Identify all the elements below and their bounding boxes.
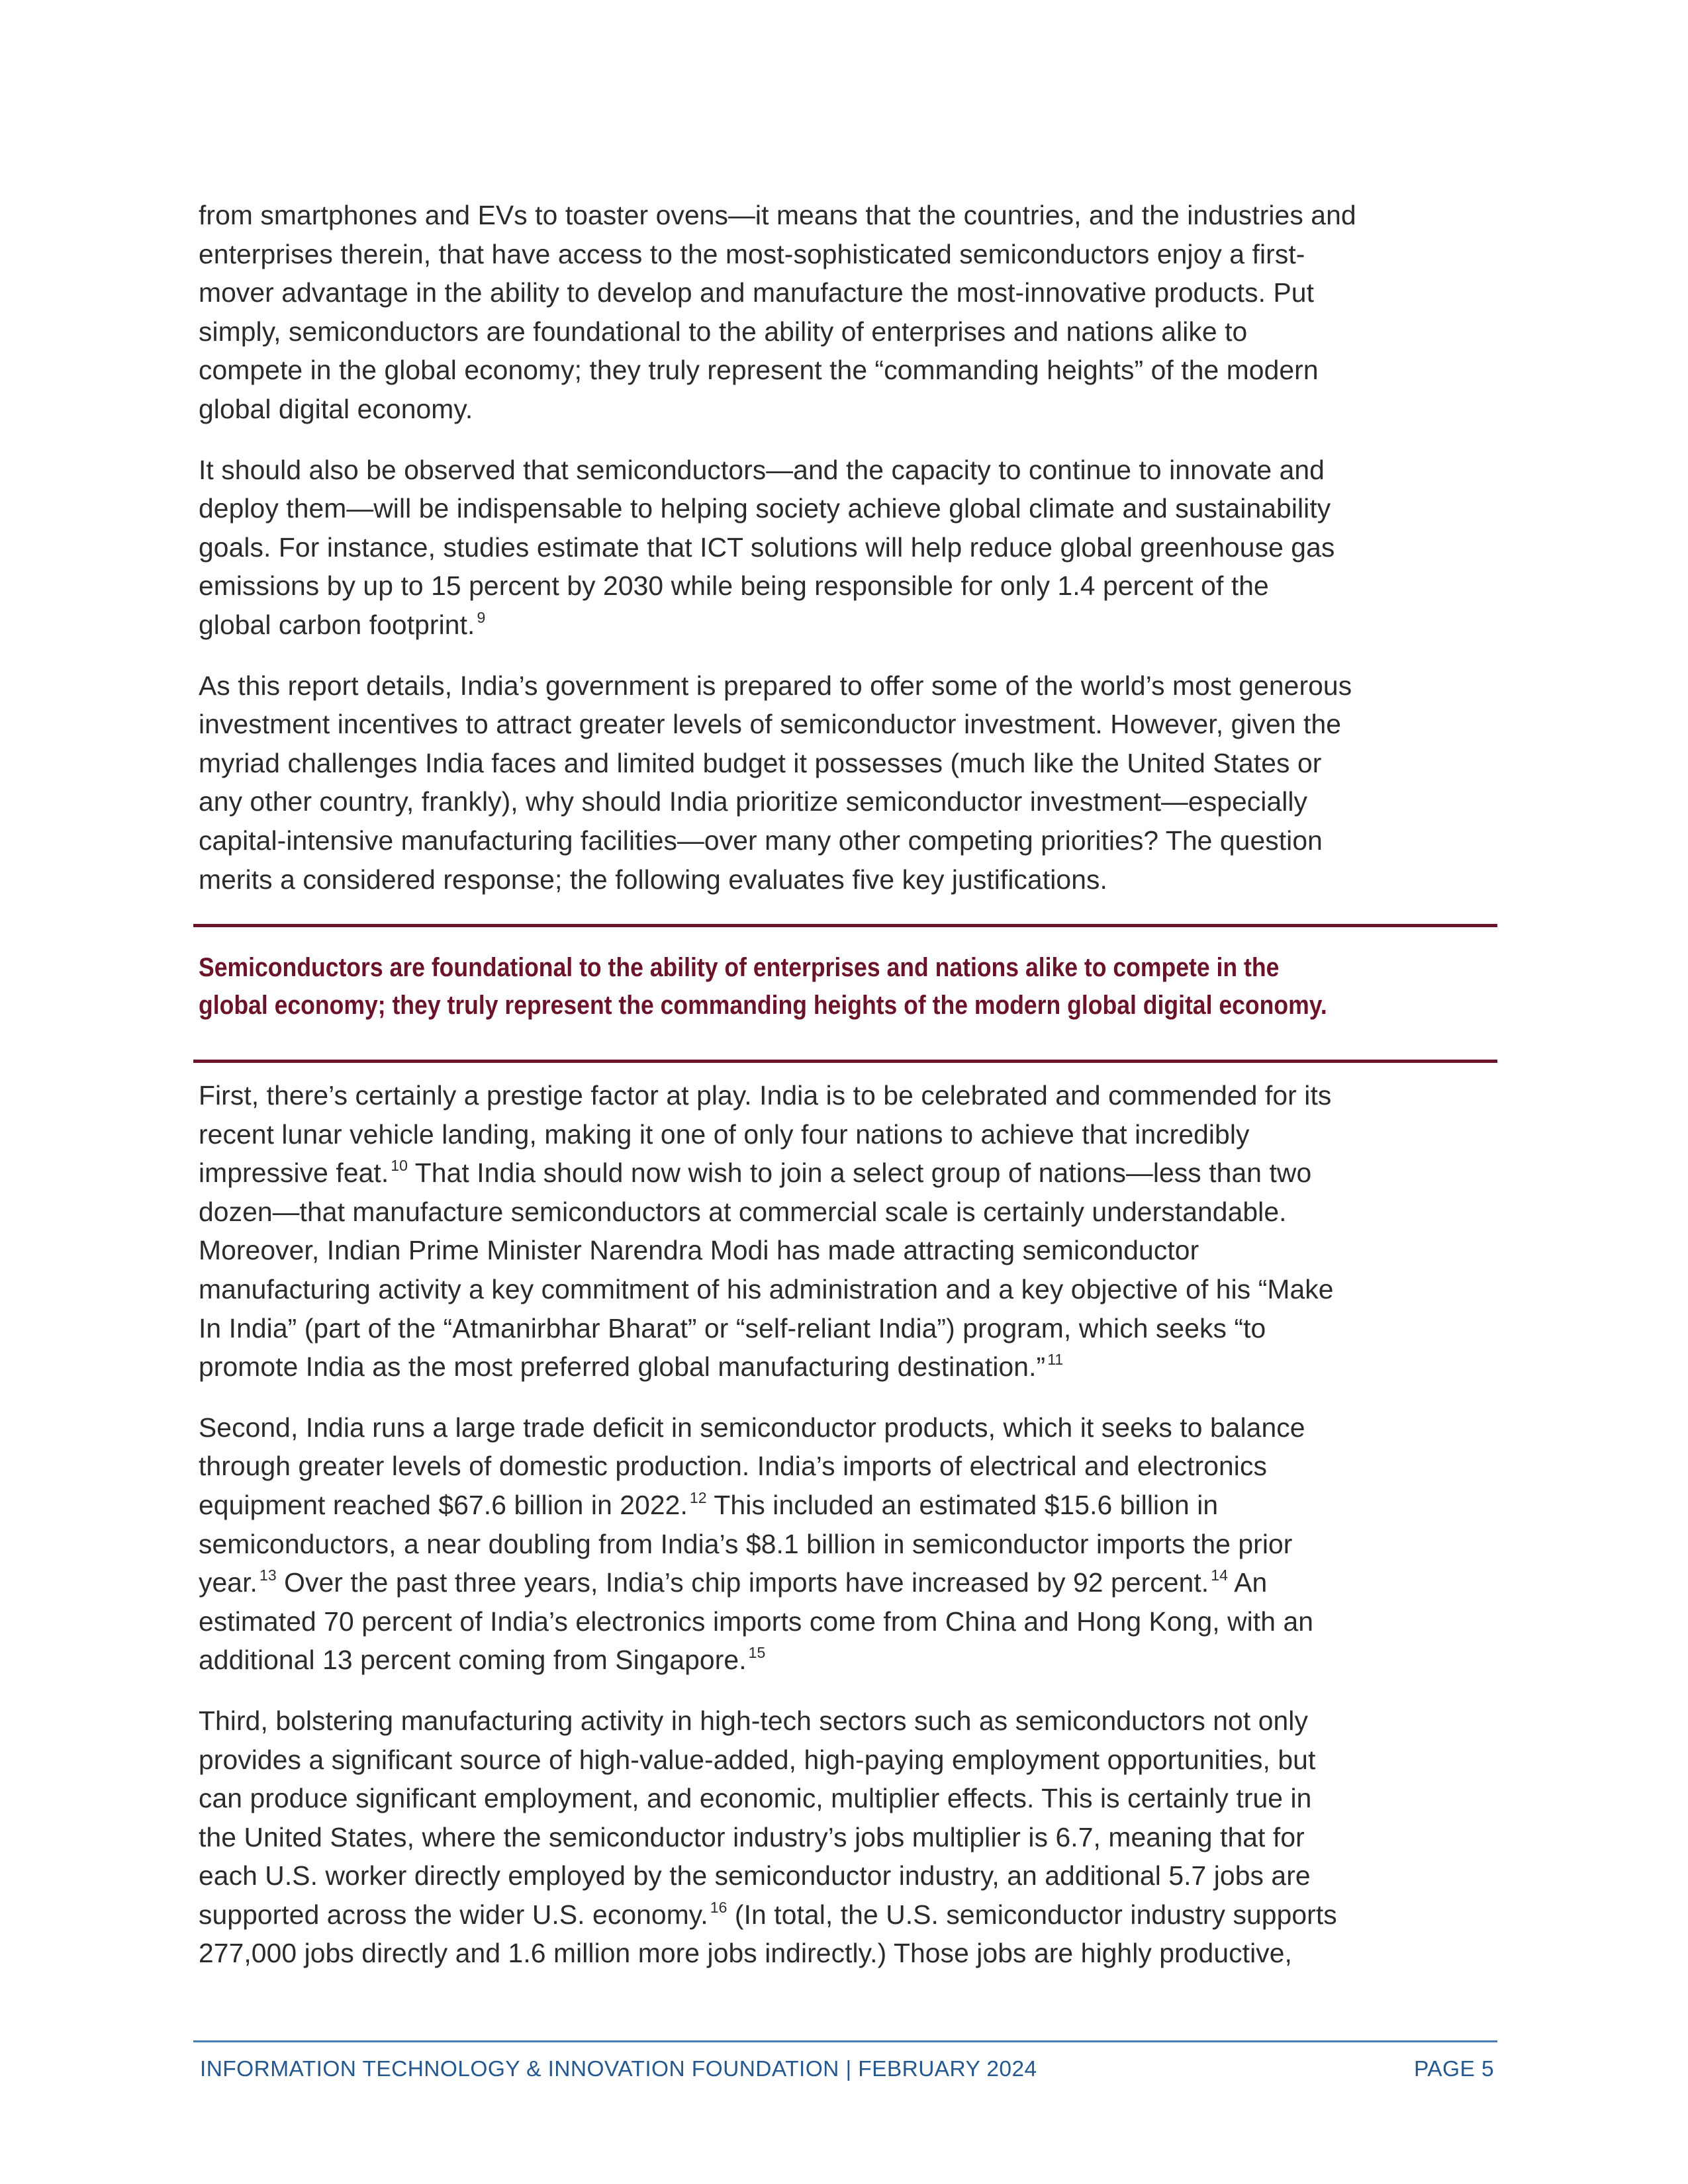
text-line: enterprises therein, that have access to the most-sophisticated semiconductors enjoy a first- xyxy=(199,238,1305,269)
paragraph-2 xyxy=(199,451,1497,645)
text-fragment: supported across the wider U.S. economy. xyxy=(199,1899,708,1930)
text-line: through greater levels of domestic production. India’s imports of electrical and electronics xyxy=(199,1451,1267,1482)
text-line: estimated 70 percent of India’s electronics imports come from China and Hong Kong, with an xyxy=(199,1606,1314,1637)
pull-quote xyxy=(193,924,1497,1063)
text-line: First, there’s certainly a prestige factor at play. India is to be celebrated and commended for its xyxy=(199,1080,1332,1111)
text-fragment: An xyxy=(1228,1567,1268,1598)
text-line: provides a significant source of high-value-added, high-paying employment opportunities, but xyxy=(199,1744,1316,1775)
footnote-ref-9[interactable]: 9 xyxy=(477,608,486,626)
text-line: emissions by up to 15 percent by 2030 while being responsible for only 1.4 percent of the xyxy=(199,570,1269,602)
footer-divider xyxy=(193,2040,1497,2042)
text-line: Second, India runs a large trade deficit in semiconductor products, which it seeks to balance xyxy=(199,1412,1305,1443)
text-line: myriad challenges India faces and limited budget it possesses (much like the United States or xyxy=(199,747,1322,778)
footer-publisher: INFORMATION TECHNOLOGY & INNOVATION FOUNDATION | FEBRUARY 2024 xyxy=(200,2057,1037,2081)
text-line: goals. For instance, studies estimate that ICT solutions will help reduce global greenhouse gas xyxy=(199,531,1335,563)
text-line xyxy=(199,1154,1497,1193)
text-line: from smartphones and EVs to toaster ovens—it means that the countries, and the industries and xyxy=(199,200,1356,230)
footnote-ref-12[interactable]: 12 xyxy=(689,1488,707,1506)
text-line xyxy=(199,1641,1497,1680)
paragraph-5 xyxy=(199,1408,1497,1680)
text-fragment: global carbon footprint. xyxy=(199,609,475,640)
footnote-ref-14[interactable]: 14 xyxy=(1211,1567,1229,1584)
text-fragment: year. xyxy=(199,1567,258,1598)
text-line: the United States, where the semiconductor industry’s jobs multiplier is 6.7, meaning that for xyxy=(199,1821,1305,1852)
paragraph-4 xyxy=(199,1076,1497,1387)
text-line xyxy=(199,1895,1497,1934)
text-fragment: promote India as the most preferred global manufacturing destination.” xyxy=(199,1351,1046,1383)
text-line: 277,000 jobs directly and 1.6 million more jobs indirectly.) Those jobs are highly productive, xyxy=(199,1938,1292,1969)
text-line: dozen—that manufacture semiconductors at commercial scale is certainly understandable. xyxy=(199,1196,1287,1227)
text-line: compete in the global economy; they truly represent the “commanding heights” of the modern xyxy=(199,355,1319,386)
text-line xyxy=(199,606,1497,645)
text-line: Third, bolstering manufacturing activity in high-tech sectors such as semiconductors not only xyxy=(199,1705,1308,1736)
text-line: semiconductors, a near doubling from India’s $8.1 billion in semiconductor imports the prior xyxy=(199,1528,1293,1559)
text-line: can produce significant employment, and economic, multiplier effects. This is certainly true in xyxy=(199,1783,1312,1814)
text-fragment: additional 13 percent coming from Singapore. xyxy=(199,1645,747,1676)
text-line: In India” (part of the “Atmanirbhar Bharat” or “self-reliant India”) program, which seeks “to xyxy=(199,1312,1266,1343)
text-fragment: equipment reached $67.6 billion in 2022. xyxy=(199,1489,688,1520)
text-line: recent lunar vehicle landing, making it one of only four nations to achieve that incredibly xyxy=(199,1118,1250,1150)
text-fragment: (In total, the U.S. semiconductor industry supports xyxy=(727,1899,1337,1930)
text-line: mover advantage in the ability to develop and manufacture the most-innovative products. Put xyxy=(199,277,1315,308)
text-line: capital-intensive manufacturing facilities—over many other competing priorities? The question xyxy=(199,825,1323,856)
text-fragment: This included an estimated $15.6 billion in xyxy=(706,1489,1219,1520)
footnote-ref-15[interactable]: 15 xyxy=(748,1644,766,1662)
footnote-ref-10[interactable]: 10 xyxy=(391,1157,408,1175)
pull-quote-text xyxy=(199,948,1347,1024)
text-line: any other country, frankly), why should India prioritize semiconductor investment—especially xyxy=(199,786,1308,817)
text-line: As this report details, India’s government is prepared to offer some of the world’s most generous xyxy=(199,670,1352,701)
footnote-ref-16[interactable]: 16 xyxy=(710,1898,727,1916)
footnote-ref-13[interactable]: 13 xyxy=(259,1567,277,1584)
paragraph-6 xyxy=(199,1702,1497,1973)
text-line: each U.S. worker directly employed by the semiconductor industry, an additional 5.7 jobs are xyxy=(199,1860,1311,1891)
text-line xyxy=(199,1486,1497,1525)
page-number: PAGE 5 xyxy=(1414,2057,1494,2081)
text-line: simply, semiconductors are foundational to the ability of enterprises and nations alike to xyxy=(199,316,1248,347)
text-line: investment incentives to attract greater levels of semiconductor investment. However, given the xyxy=(199,709,1342,740)
text-line: manufacturing activity a key commitment of his administration and a key objective of his “Make xyxy=(199,1273,1334,1304)
text-line: merits a considered response; the following evaluates five key justifications. xyxy=(199,864,1107,895)
text-fragment: That India should now wish to join a select group of nations—less than two xyxy=(408,1158,1312,1189)
body-text-upper xyxy=(199,196,1497,921)
text-fragment: Over the past three years, India’s chip imports have increased by 92 percent. xyxy=(276,1567,1209,1598)
text-line: global digital economy. xyxy=(199,393,473,424)
text-fragment: impressive feat. xyxy=(199,1158,389,1189)
text-line xyxy=(199,1563,1497,1602)
body-text-lower xyxy=(199,1076,1497,1995)
text-line xyxy=(199,1347,1497,1387)
text-line: It should also be observed that semiconductors—and the capacity to continue to innovate and xyxy=(199,454,1325,485)
paragraph-1 xyxy=(199,196,1497,429)
paragraph-3 xyxy=(199,666,1497,899)
text-line: Moreover, Indian Prime Minister Narendra Modi has made attracting semiconductor xyxy=(199,1235,1199,1266)
footnote-ref-11[interactable]: 11 xyxy=(1047,1351,1064,1369)
text-line: deploy them—will be indispensable to helping society achieve global climate and sustainability xyxy=(199,493,1331,524)
pull-quote-line: global economy; they truly represent the commanding heights of the modern global digital economy. xyxy=(199,990,1327,1020)
pull-quote-line: Semiconductors are foundational to the ability of enterprises and nations alike to compete in the xyxy=(199,952,1280,982)
